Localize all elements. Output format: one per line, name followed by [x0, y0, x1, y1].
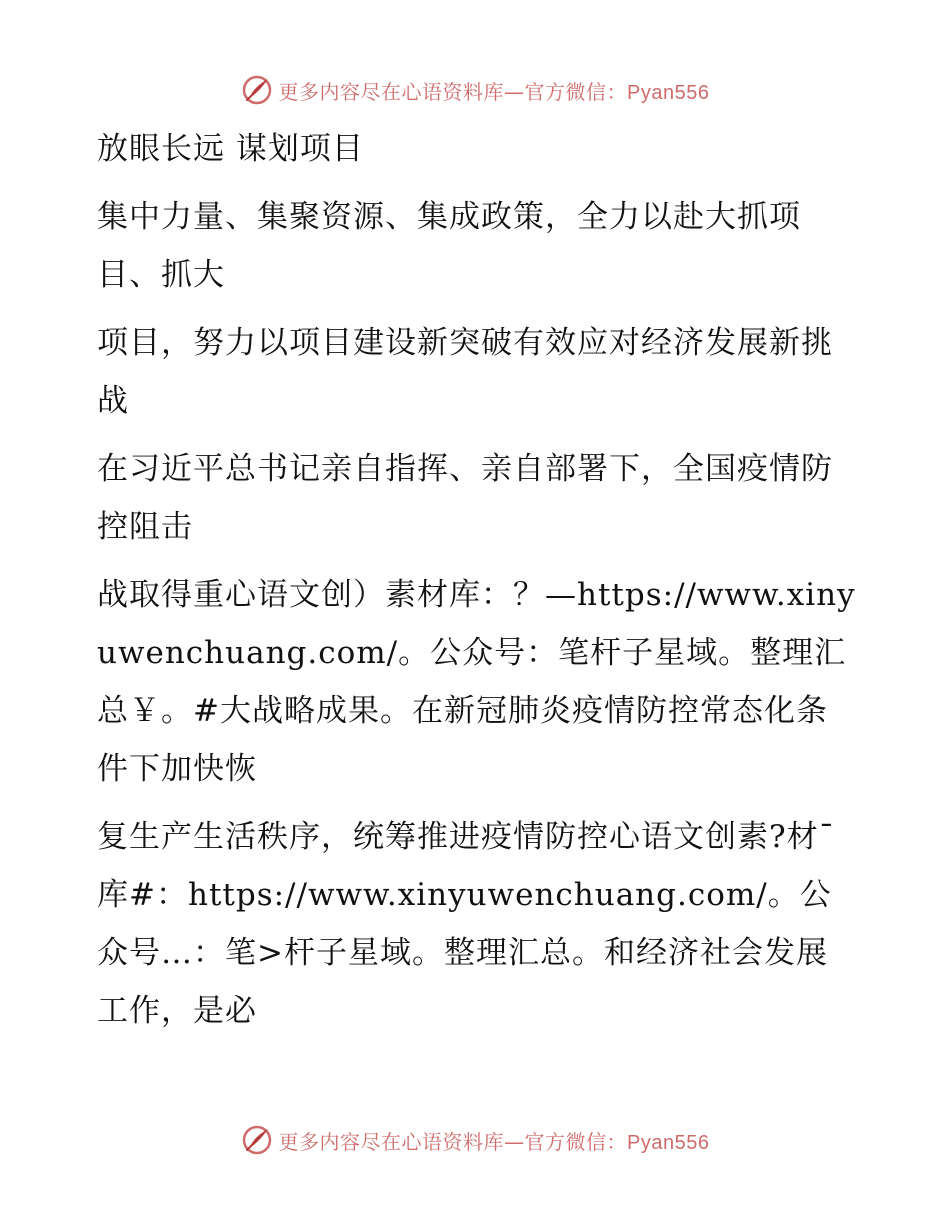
- header-banner: [0, 70, 950, 110]
- paragraph-2: 集中力量、集聚资源、集成政策，全力以赴大抓项目、抓大: [97, 199, 801, 293]
- paragraph-5: 战取得重心语文创）素材库：？—https://www.xinyuwenchuang.com/。公众号：笔杆子星域。整理汇总￥。#大战略成果。在新冠肺炎疫情防控常态化条件下加快恢: [97, 577, 856, 787]
- quill-pen-logo-icon: [241, 1124, 273, 1156]
- quill-pen-logo-icon: [241, 74, 273, 106]
- paragraph-3: 项目，努力以项目建设新突破有效应对经济发展新挑战: [97, 325, 833, 419]
- footer-banner: [0, 1120, 950, 1160]
- footer-wechat-id: Pyan556: [627, 1131, 710, 1154]
- paragraph-1: 放眼长远 谋划项目: [97, 131, 364, 167]
- header-wechat-id: Pyan556: [627, 81, 710, 104]
- document-body: [97, 120, 857, 1050]
- paragraph-6: 复生产生活秩序，统筹推进疫情防控心语文创素?材¯库#：https://www.xinyuwenchuang.com/。公众号…：笔>杆子星域。整理汇总。和经济社会发展工作，是必: [97, 819, 836, 1029]
- paragraph-4: 在习近平总书记亲自指挥、亲自部署下，全国疫情防控阻击: [97, 451, 833, 545]
- footer-text: 更多内容尽在心语资料库—官方微信：Pyan556: [278, 1129, 710, 1154]
- header-text: 更多内容尽在心语资料库—官方微信：Pyan556: [278, 79, 710, 104]
